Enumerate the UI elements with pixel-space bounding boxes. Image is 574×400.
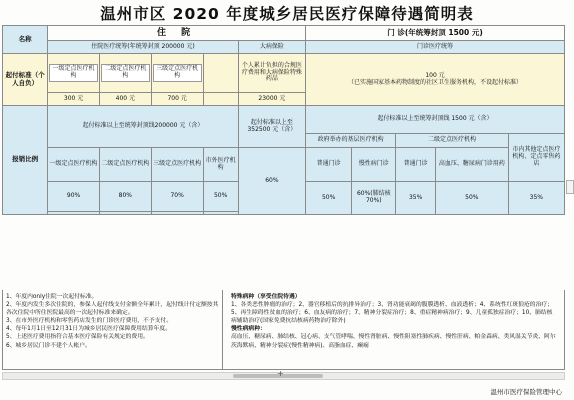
rate-chronic: 60%(肺结核 70%): [352, 182, 396, 215]
gov-primary-header: 政府举办的基层医疗机构: [306, 134, 396, 148]
deductible-level3: 700 元: [151, 93, 203, 106]
reimb-outside: 市外医疗机构: [203, 148, 238, 182]
deductible-level1: 300 元: [48, 93, 100, 106]
level2-label: 二级定点医疗机构: [101, 64, 150, 82]
notes-panel: [2, 290, 223, 370]
special-list: 1、各类恶性肿瘤的治疗；2、器官移植后的抗排异治疗；3、肾功能衰竭的腹膜透析、血液透析；4、系统性红斑狼疮的治疗；5、再生障碍性贫血的治疗；6、血友病的治疗；7、精神分裂症治疗；8、重症精神病治疗；9、儿童孤独症治疗；10、肺结核病辅助治疗(国家免费抗结核病药物治疗除外): [231, 302, 553, 325]
reimbursement-label: 报销比例: [3, 106, 48, 215]
general-outpatient-2: 普通门诊: [396, 148, 436, 182]
level1-label: 一级定点医疗机构: [49, 64, 98, 82]
note-item: 4、每年1月1日至12月31日为城乡居民医疗保障费用结算年度。: [6, 326, 171, 333]
resize-handle[interactable]: [566, 180, 574, 194]
rate-level3: 70%: [151, 182, 203, 212]
page-title: 温州市区 2020 年度城乡居民医疗保障待遇简明表: [100, 5, 474, 23]
deductible-level2: 400 元: [99, 93, 151, 106]
outpatient-deductible: 100 元: [425, 71, 445, 79]
city-other-header: 市内其他定点医疗机构、定点零售药店: [508, 134, 564, 182]
serious-desc: 个人累计负担的合规医疗费用和大病保险特殊药品: [238, 54, 305, 93]
chronic-specific: 高血压、糖尿病门诊用药: [435, 148, 508, 182]
serious-amount: 23000 元: [238, 93, 305, 106]
outpatient-range: 起付标准以上至统筹封顶线 1500 元（含）: [306, 106, 565, 134]
rate-level2: 80%: [99, 182, 151, 212]
serious-range: 起付标准以上至352500 元（含）: [238, 106, 305, 148]
outpatient-deductible-cell: [306, 54, 565, 106]
serious-rate: 60%: [238, 148, 305, 215]
rate-general-2: 35%: [396, 182, 436, 215]
note-item: 3、在市外医疗机构和零售药店发生的门诊医疗费用，不予支付。: [6, 318, 173, 325]
benefits-table: [2, 25, 565, 215]
chronic-outpatient: 慢性病门诊: [352, 148, 396, 182]
serious-illness-header: 大病保险: [238, 41, 305, 54]
note-item: 5、上述医疗费用指符合基本医疗保险有关规定的费用。: [6, 334, 149, 341]
note-item: 2、年度内发生多次住院的，参保人起付线支付金额全年累计，起付线计付定额按其各次住院中所住医院最高的一次起付标准来确定。: [6, 302, 219, 317]
reimb-level1: 一级定点医疗机构: [48, 148, 100, 182]
inpatient-pool-header: 住院医疗统筹(年统筹封顶 200000 元): [48, 41, 239, 54]
chronic-list: 高血压、糖尿病、肺结核、冠心病、支气管哮喘、慢性肾脏病、慢性阻塞性肺疾病、慢性肝病、帕金森病、类风湿关节炎、阿尔茨海默病、精神分裂症(慢性精神病)、高脂血症、癫痫: [231, 334, 556, 349]
outpatient-deductible-note: （已实施国家基本药物制度的社区卫生服务机构，不设起付标准）: [347, 78, 522, 86]
deductible-label: 起付标准（个人自负）: [3, 54, 48, 106]
rate-outside: 50%: [203, 182, 238, 212]
plus-icon[interactable]: +: [277, 369, 284, 378]
chronic-title: 慢性病病种：: [231, 326, 266, 333]
footer-organization: 温州市医疗保险管理中心: [490, 388, 562, 396]
reimb-level3: 三级定点医疗机构: [151, 148, 203, 182]
outpatient-pool-header: 门诊医疗统筹: [306, 41, 565, 54]
name-header: 名称: [3, 26, 48, 54]
general-outpatient-1: 普通门诊: [306, 148, 352, 182]
outpatient-header: 门 诊(年统筹封顶 1500 元): [306, 26, 565, 41]
special-title: 特殊病种（享受住院待遇）: [231, 294, 301, 300]
note-item: 6、城乡居民门诊不建个人帐户。: [6, 342, 91, 349]
rate-general-1: 50%: [306, 182, 352, 215]
level3-label: 三级定点医疗机构: [153, 64, 202, 82]
inpatient-header: 住 院: [48, 26, 306, 41]
special-diseases-panel: [223, 290, 565, 370]
inpatient-range: 起付标准以上至统筹封顶线200000 元（含）: [48, 106, 239, 148]
reimb-level2: 二级定点医疗机构: [99, 148, 151, 182]
rate-level1: 90%: [48, 182, 100, 212]
rate-city-other: 35%: [508, 182, 564, 215]
rate-chronic-specific: 50%: [435, 182, 508, 215]
note-item: 1、年度内only住院一次起付标准。: [6, 294, 98, 300]
level2-outpatient-header: 二级定点医疗机构: [396, 134, 508, 148]
